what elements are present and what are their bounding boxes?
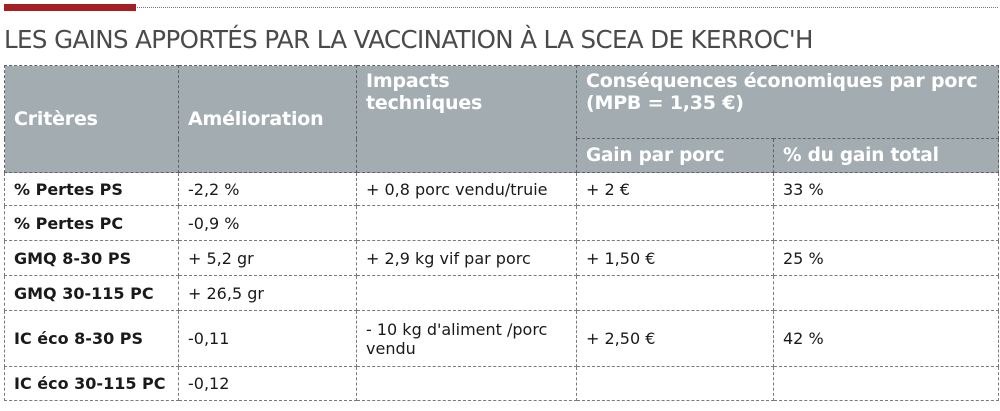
cell-gain <box>577 206 774 241</box>
header-amelioration: Amélioration <box>179 66 357 173</box>
header-pct-gain-total: % du gain total <box>774 139 999 173</box>
table-row <box>5 173 999 206</box>
cell-critere: GMQ 30-115 PC <box>5 276 179 311</box>
cell-amelioration: + 5,2 gr <box>179 241 357 276</box>
gains-table <box>4 65 999 401</box>
cell-amelioration: -0,9 % <box>179 206 357 241</box>
cell-pct: 33 % <box>774 173 999 206</box>
cell-critere: % Pertes PC <box>5 206 179 241</box>
cell-pct: 42 % <box>774 311 999 367</box>
cell-impact <box>357 206 577 241</box>
cell-pct <box>774 276 999 311</box>
cell-critere: IC éco 30-115 PC <box>5 367 179 401</box>
cell-impact: - 10 kg d'aliment /porc vendu <box>357 311 577 367</box>
table-row <box>5 206 999 241</box>
header-gain-par-porc: Gain par porc <box>577 139 774 173</box>
cell-gain <box>577 367 774 401</box>
cell-impact <box>357 367 577 401</box>
cell-gain: + 1,50 € <box>577 241 774 276</box>
cell-gain: + 2 € <box>577 173 774 206</box>
cell-impact: + 0,8 porc vendu/truie <box>357 173 577 206</box>
cell-pct: 25 % <box>774 241 999 276</box>
cell-critere: % Pertes PS <box>5 173 179 206</box>
cell-gain <box>577 276 774 311</box>
cell-impact <box>357 276 577 311</box>
cell-pct <box>774 206 999 241</box>
accent-bar <box>4 4 136 11</box>
cell-amelioration: -0,11 <box>179 311 357 367</box>
table-row <box>5 367 999 401</box>
cell-amelioration: -0,12 <box>179 367 357 401</box>
table-row <box>5 241 999 276</box>
cell-critere: IC éco 8-30 PS <box>5 311 179 367</box>
cell-critere: GMQ 8-30 PS <box>5 241 179 276</box>
cell-gain: + 2,50 € <box>577 311 774 367</box>
cell-impact: + 2,9 kg vif par porc <box>357 241 577 276</box>
top-rule <box>4 7 998 8</box>
header-consequences-economiques: Conséquences économiques par porc (MPB = 1,35 €) <box>577 66 999 139</box>
cell-amelioration: + 26,5 gr <box>179 276 357 311</box>
header-criteres: Critères <box>5 66 179 173</box>
table-row <box>5 276 999 311</box>
table-row <box>5 311 999 367</box>
table-title: LES GAINS APPORTÉS PAR LA VACCINATION À LA SCEA DE KERROC'H <box>4 25 813 54</box>
header-impacts-techniques: Impacts techniques <box>357 66 577 173</box>
cell-amelioration: -2,2 % <box>179 173 357 206</box>
cell-pct <box>774 367 999 401</box>
